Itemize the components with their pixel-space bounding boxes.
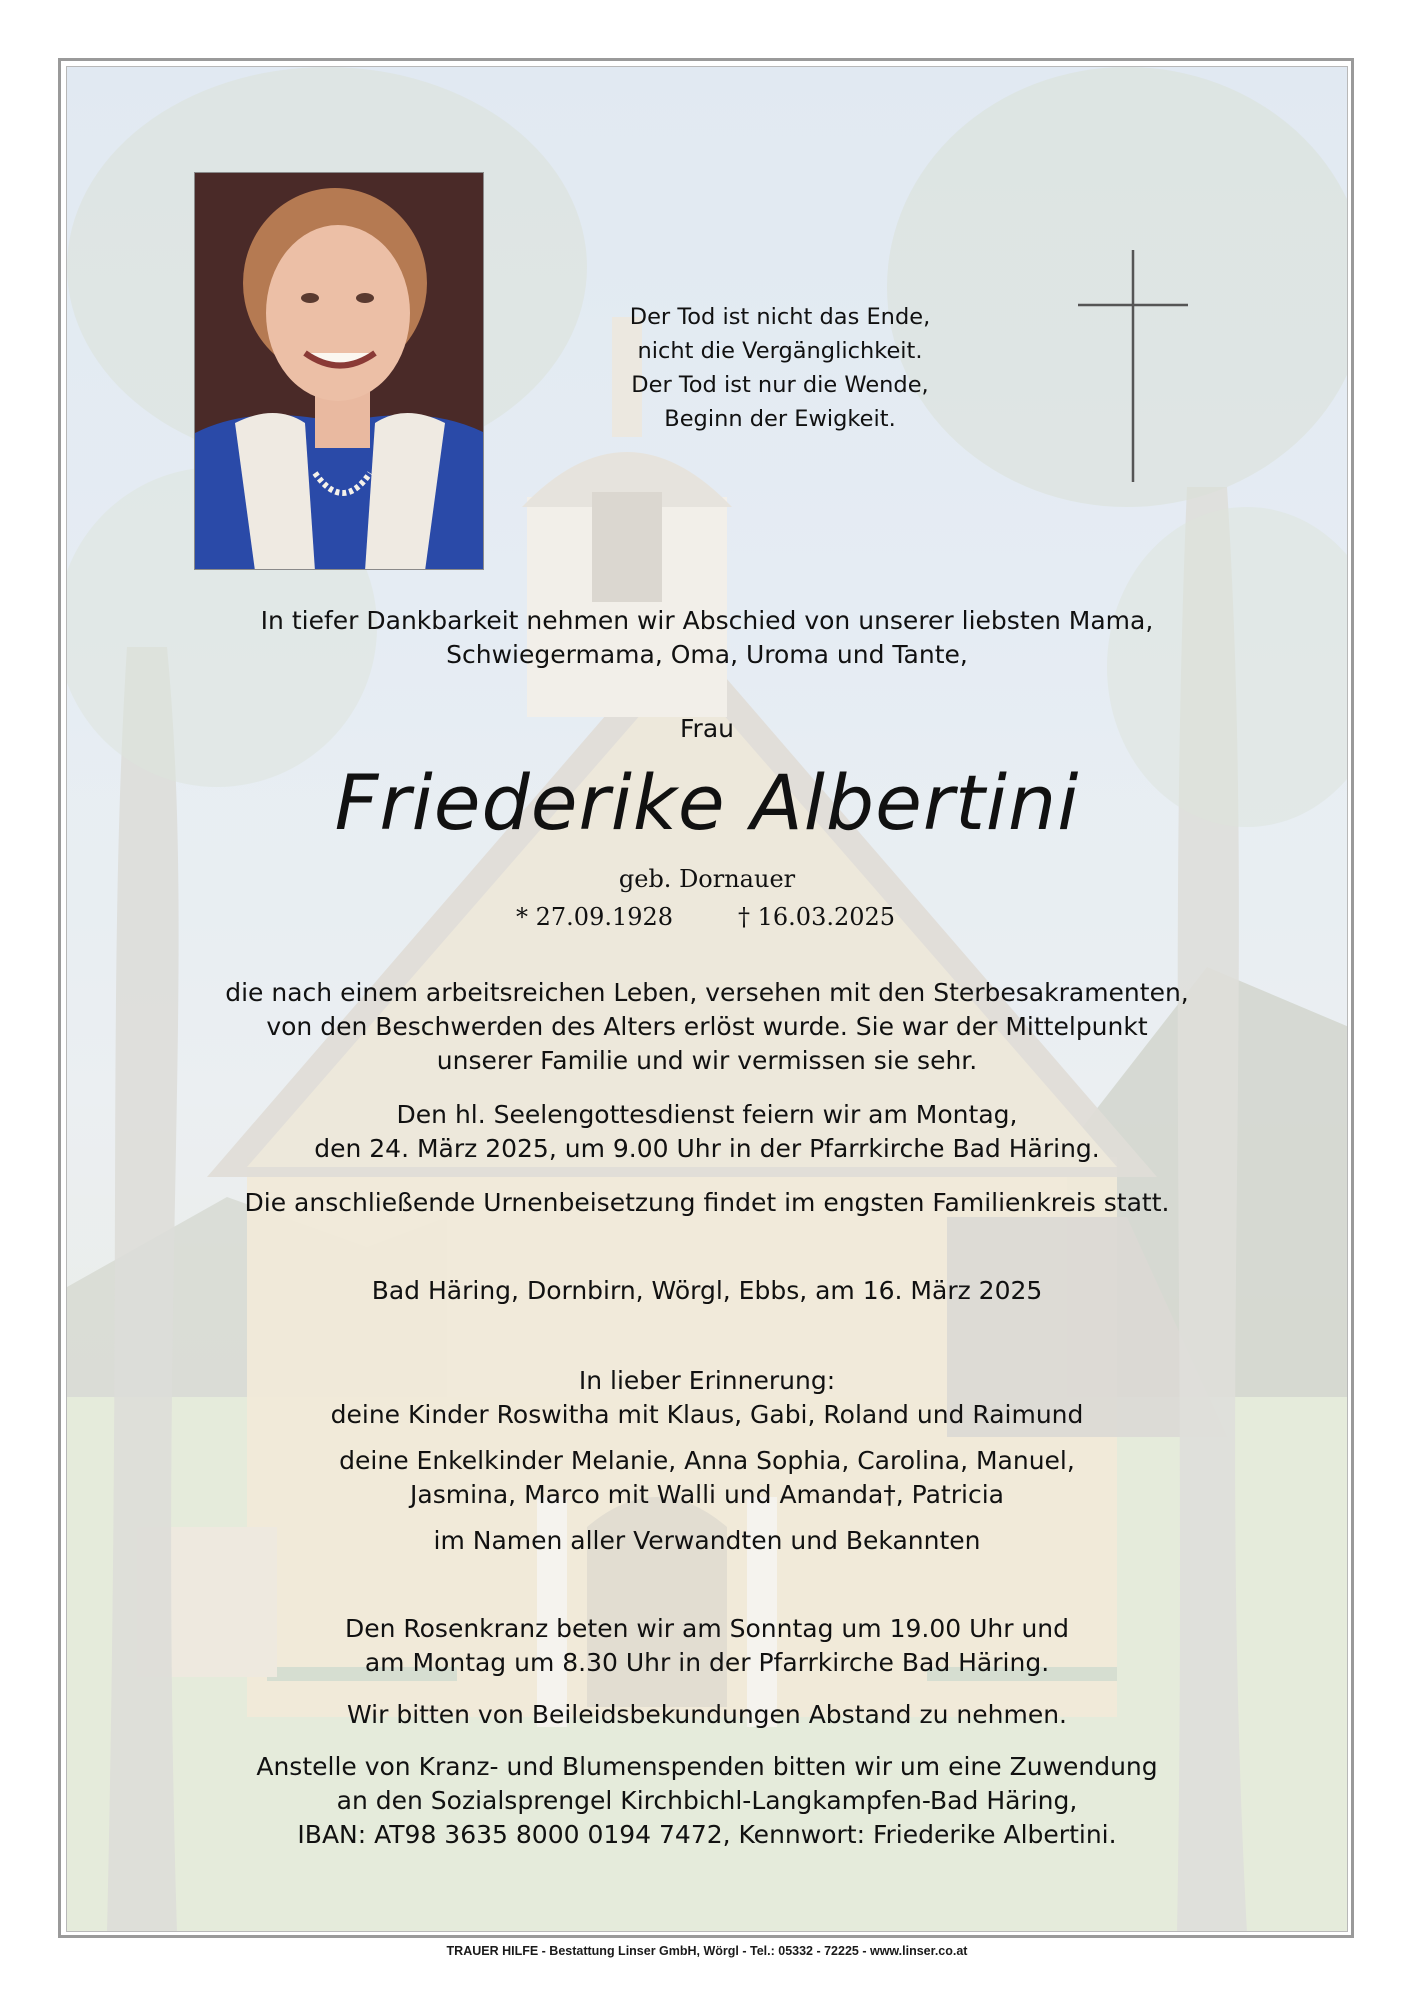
- description-line: die nach einem arbeitsreichen Leben, versehen mit den Sterbesakramenten,: [225, 978, 1189, 1007]
- mourners-heading: In lieber Erinnerung:: [578, 1366, 836, 1395]
- intro-line: Schwiegermama, Oma, Uroma und Tante,: [446, 640, 968, 669]
- mourners-grandchildren: [66, 1444, 1348, 1512]
- place-and-date: Bad Häring, Dornbirn, Wörgl, Ebbs, am 16. März 2025: [371, 1276, 1043, 1305]
- intro-text: [66, 604, 1348, 672]
- rosary-line: am Montag um 8.30 Uhr in der Pfarrkirche Bad Häring.: [364, 1648, 1050, 1677]
- rosary-line: Den Rosenkranz beten wir am Sonntag um 19.00 Uhr und: [344, 1614, 1070, 1643]
- grandchildren-line: deine Enkelkinder Melanie, Anna Sophia, Carolina, Manuel,: [339, 1446, 1075, 1475]
- death-date: † 16.03.2025: [738, 903, 896, 931]
- donation-line: Anstelle von Kranz- und Blumenspenden bitten wir um eine Zuwendung: [256, 1752, 1158, 1781]
- donation-text: [66, 1750, 1348, 1852]
- cross-icon: [1078, 250, 1188, 482]
- donation-line: an den Sozialsprengel Kirchbichl-Langkampfen-Bad Häring,: [336, 1786, 1078, 1815]
- portrait-image: [195, 173, 484, 570]
- poem-line: nicht die Vergänglichkeit.: [637, 338, 923, 364]
- grandchildren-line: Jasmina, Marco mit Walli und Amanda†, Patricia: [410, 1480, 1004, 1509]
- poem-line: Der Tod ist nicht das Ende,: [629, 304, 931, 330]
- burial-text: Die anschließende Urnenbeisetzung findet im engsten Familienkreis statt.: [244, 1188, 1170, 1217]
- salutation: Frau: [679, 714, 734, 743]
- donation-line: IBAN: AT98 3635 8000 0194 7472, Kennwort: Friederike Albertini.: [297, 1820, 1117, 1849]
- description-line: von den Beschwerden des Alters erlöst wurde. Sie war der Mittelpunkt: [266, 1012, 1148, 1041]
- mourners-others: im Namen aller Verwandten und Bekannten: [433, 1526, 981, 1555]
- portrait-photo: [194, 172, 484, 570]
- mourners-children: deine Kinder Roswitha mit Klaus, Gabi, Roland und Raimund: [330, 1400, 1084, 1429]
- condolence-note: Wir bitten von Beileidsbekundungen Abstand zu nehmen.: [347, 1700, 1067, 1729]
- birth-name: geb. Dornauer: [618, 865, 796, 893]
- footer-imprint: TRAUER HILFE - Bestattung Linser GmbH, Wörgl - Tel.: 05332 - 72225 - www.linser.co.at: [446, 1944, 968, 1958]
- poem-line: Beginn der Ewigkeit.: [664, 406, 896, 432]
- rosary-text: [66, 1612, 1348, 1680]
- service-line: den 24. März 2025, um 9.00 Uhr in der Pfarrkirche Bad Häring.: [314, 1134, 1100, 1163]
- service-line: Den hl. Seelengottesdienst feiern wir am Montag,: [396, 1100, 1018, 1129]
- poem-line: Der Tod ist nur die Wende,: [631, 372, 929, 398]
- birth-date: * 27.09.1928: [516, 903, 674, 931]
- service-text: [66, 1098, 1348, 1166]
- deceased-name: Friederike Albertini: [334, 758, 1080, 847]
- description-text: [66, 976, 1348, 1078]
- description-line: unserer Familie und wir vermissen sie sehr.: [436, 1046, 978, 1075]
- intro-line: In tiefer Dankbarkeit nehmen wir Abschied von unserer liebsten Mama,: [260, 606, 1154, 635]
- poem-verse: [560, 300, 1000, 436]
